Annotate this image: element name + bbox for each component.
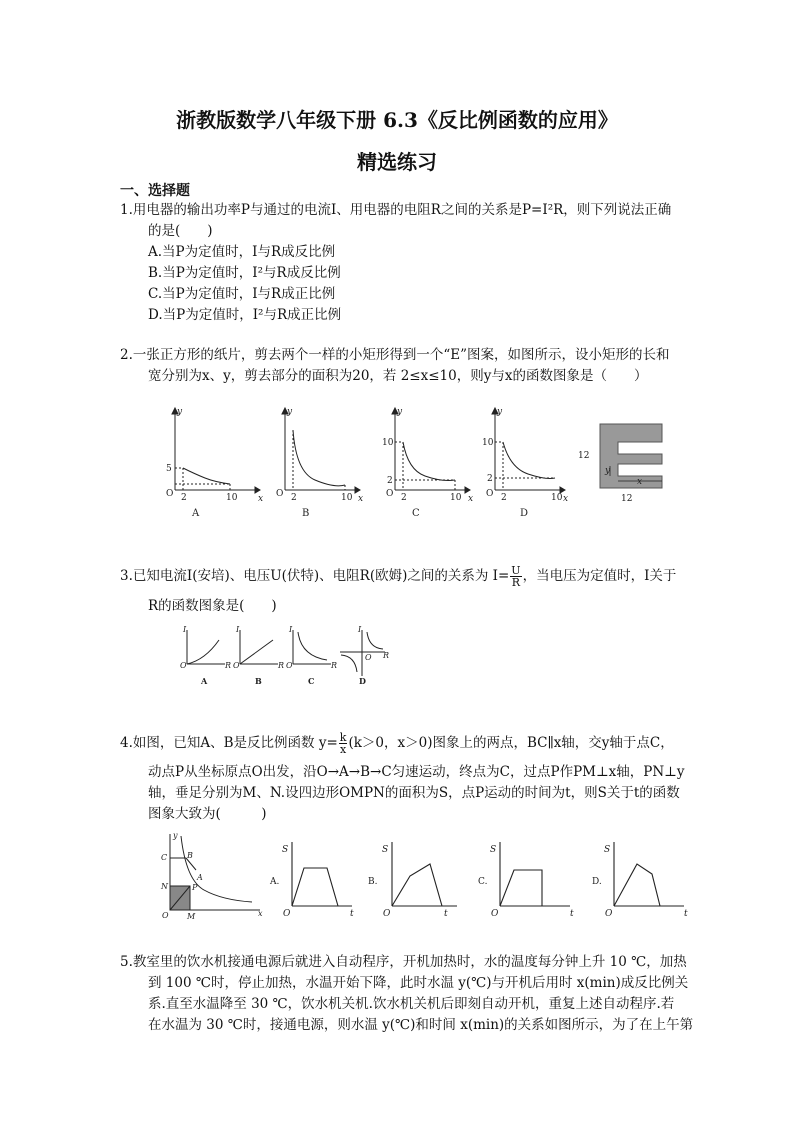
- fraction-denominator: x: [340, 743, 347, 756]
- axis-s-label: S: [490, 845, 497, 855]
- graph-label-d: D: [359, 676, 366, 686]
- curve: [367, 632, 383, 649]
- origin-label: O: [491, 909, 499, 919]
- q4-graph-a: [292, 842, 352, 906]
- curve: [341, 655, 357, 672]
- origin-label: O: [386, 489, 394, 499]
- axis-i-label: I: [236, 625, 240, 634]
- origin-label: O: [233, 661, 240, 670]
- x-tick: 10: [341, 493, 353, 503]
- x-tick: 10: [226, 493, 238, 503]
- q4-fraction: [339, 732, 348, 755]
- q4-stem-line4: 图象大致为( ): [148, 806, 267, 822]
- q5-line3: 系.直至水温降至 30 ℃，饮水机关机.饮水机关机后即刻自动开机，重复上述自动程序.若: [148, 996, 675, 1012]
- x-tick: 2: [401, 493, 407, 503]
- option-label-d: D.: [592, 877, 602, 887]
- q4-stem-line2: 动点P从坐标原点O出发，沿O→A→B→C匀速运动，终点为C，过点P作PM⊥x轴，PN⊥y: [148, 764, 685, 780]
- x-axis-arrow: [465, 487, 470, 493]
- axis-y-label: y: [397, 407, 403, 417]
- fraction-numerator: k: [339, 731, 347, 744]
- label-a: A: [197, 873, 203, 882]
- x-tick: 2: [181, 493, 187, 503]
- axis-t-label: t: [350, 909, 354, 919]
- q4-graph-b: [392, 842, 457, 906]
- label-c: C: [161, 853, 168, 862]
- q3-stem-post: ，当电压为定值时，I关于: [522, 568, 677, 584]
- origin-label: O: [383, 909, 391, 919]
- axis-r-label: R: [383, 651, 390, 660]
- graph-label-a: A: [201, 676, 208, 686]
- y-tick: 10: [482, 438, 494, 448]
- q3-stem-pre: 3.已知电流I(安培)、电压U(伏特)、电阻R(欧姆)之间的关系为 I=: [120, 568, 510, 584]
- q5-line2: 到 100 ℃时，停止加热，水温开始下降，此时水温 y(℃)与开机后用时 x(min)成反比例关: [148, 975, 689, 991]
- axis-s-label: S: [604, 845, 611, 855]
- q3-graph-d: [340, 630, 385, 676]
- option-label-b: B.: [368, 877, 378, 887]
- axis-r-label: R: [278, 661, 285, 670]
- q4-stem-pre: 4.如图，已知A、B是反比例函数 y=: [120, 735, 338, 751]
- origin-label: O: [180, 661, 187, 670]
- page-subtitle: 精选练习: [357, 150, 437, 174]
- curve: [503, 442, 555, 479]
- q4-main-figure: [170, 834, 260, 910]
- axis-y-label: y: [497, 407, 503, 417]
- q1-option-a: A.当P为定值时，I与R成反比例: [148, 244, 336, 260]
- axis-r-label: R: [225, 661, 232, 670]
- origin-label: O: [283, 909, 291, 919]
- graph-label-c: C: [412, 508, 420, 519]
- axis-s-label: S: [382, 845, 389, 855]
- q5-line1: 5.教室里的饮水机接通电源后就进入自动程序，开机加热时，水的温度每分钟上升 10 ℃，加热: [120, 954, 687, 970]
- graph-label-d: D: [520, 508, 529, 519]
- q1-stem-line1: 1.用电器的输出功率P与通过的电流I、用电器的电阻R之间的关系是P=I²R，则下列说法正确: [120, 202, 672, 218]
- y-tick: 2: [487, 474, 493, 484]
- fraction-numerator: U: [511, 564, 521, 577]
- curve: [292, 868, 338, 906]
- axis-y-label: y: [177, 407, 183, 417]
- fraction-denominator: R: [511, 576, 521, 589]
- q4-stem-post: (k＞0，x＞0)图象上的两点，BC∥x轴，交y轴于点C，: [348, 735, 674, 751]
- graph-label-b: B: [255, 676, 262, 686]
- q1-stem-line2: 的是( ): [148, 223, 213, 239]
- q2-graph-b: [282, 408, 360, 493]
- e-bottom-label: 12: [621, 494, 633, 504]
- e-side-label: 12: [578, 451, 590, 461]
- graph-label-a: A: [192, 508, 200, 519]
- q2-graphs: [150, 402, 670, 527]
- hyperbola: [181, 836, 252, 902]
- q3-stem-line1: [120, 565, 676, 588]
- q2-e-figure: [578, 424, 662, 504]
- q1-option-b: B.当P为定值时，I²与R成反比例: [148, 265, 341, 281]
- q2-graph-c: [392, 408, 470, 493]
- q1-option-c: C.当P为定值时，I与R成正比例: [148, 286, 336, 302]
- y-tick: 10: [382, 438, 394, 448]
- option-label-a: A.: [270, 877, 280, 887]
- axis-t-label: t: [444, 909, 448, 919]
- x-axis-arrow: [355, 487, 360, 493]
- q3-graph-c: [293, 630, 331, 664]
- q1-option-d: D.当P为定值时，I²与R成正比例: [148, 307, 342, 323]
- e-var-y: y: [605, 466, 611, 476]
- x-axis-arrow: [255, 487, 260, 493]
- axis-r-label: R: [331, 661, 338, 670]
- label-x: x: [258, 909, 263, 918]
- axis-t-label: t: [570, 909, 574, 919]
- origin-label: O: [365, 653, 372, 662]
- axis-x-label: x: [468, 494, 474, 504]
- q2-stem-line1: 2.一张正方形的纸片，剪去两个一样的小矩形得到一个“E”图案，如图所示，设小矩形的长和: [120, 347, 670, 363]
- page-title: 浙教版数学八年级下册 6.3《反比例函数的应用》: [176, 108, 618, 132]
- curve: [298, 632, 327, 660]
- axis-x-label: x: [563, 494, 569, 504]
- q4-graph-c: [500, 842, 570, 906]
- origin-label: O: [486, 489, 494, 499]
- y-tick: 2: [387, 476, 393, 486]
- axis-x-label: x: [258, 494, 264, 504]
- e-var-x: x: [637, 477, 643, 487]
- label-b: B: [187, 851, 193, 860]
- y-tick: 5: [166, 464, 172, 474]
- origin-label: O: [605, 909, 613, 919]
- q4-figures: [152, 830, 700, 922]
- section-heading: 一、选择题: [120, 183, 190, 199]
- axis-t-label: t: [684, 909, 688, 919]
- curve: [183, 468, 230, 484]
- x-tick: 10: [450, 493, 462, 503]
- curve: [293, 430, 345, 486]
- origin-label: O: [276, 489, 284, 499]
- graph-label-b: B: [302, 508, 310, 519]
- q2-stem-line2: 宽分别为x、y，剪去部分的面积为20，若 2≤x≤10，则y与x的函数图象是（ ）: [148, 368, 648, 384]
- q2-graph-a: [172, 408, 260, 493]
- curve: [392, 864, 442, 906]
- q3-graph-a: [187, 630, 225, 664]
- curve: [187, 640, 219, 664]
- q2-graph-d: [492, 408, 565, 493]
- axis-y-label: y: [287, 407, 293, 417]
- axis-s-label: S: [282, 845, 289, 855]
- q3-graphs: [175, 622, 390, 688]
- q3-fraction: [510, 565, 521, 588]
- graph-label-c: C: [308, 676, 315, 686]
- e-shape: [600, 424, 662, 488]
- x-tick: 10: [551, 493, 563, 503]
- q4-graph-d: [614, 842, 684, 906]
- q4-stem-line1: [120, 732, 674, 755]
- q4-stem-line3: 轴，垂足分别为M、N.设四边形OMPN的面积为S，点P运动的时间为t，则S关于t的函数: [148, 785, 680, 801]
- q5-line4: 在水温为 30 ℃时，接通电源，则水温 y(℃)和时间 x(min)的关系如图所示，为了在上午第: [148, 1017, 694, 1033]
- option-label-c: C.: [478, 877, 488, 887]
- axis-i-label: I: [183, 625, 187, 634]
- axis-i-label: I: [358, 625, 362, 634]
- label-o: O: [162, 911, 169, 920]
- label-n: N: [161, 882, 168, 891]
- q3-stem-line2: R的函数图象是( ): [148, 598, 277, 614]
- origin-label: O: [286, 661, 293, 670]
- label-y: y: [173, 831, 178, 840]
- curve: [403, 442, 455, 481]
- q3-graph-b: [240, 630, 278, 664]
- origin-label: O: [166, 489, 174, 499]
- axis-x-label: x: [358, 494, 364, 504]
- x-tick: 2: [501, 493, 507, 503]
- x-tick: 2: [291, 493, 297, 503]
- label-m: M: [187, 912, 196, 921]
- curve: [614, 864, 660, 906]
- curve: [240, 640, 273, 664]
- label-p: P: [192, 883, 198, 892]
- axis-i-label: I: [289, 625, 293, 634]
- curve: [500, 870, 542, 906]
